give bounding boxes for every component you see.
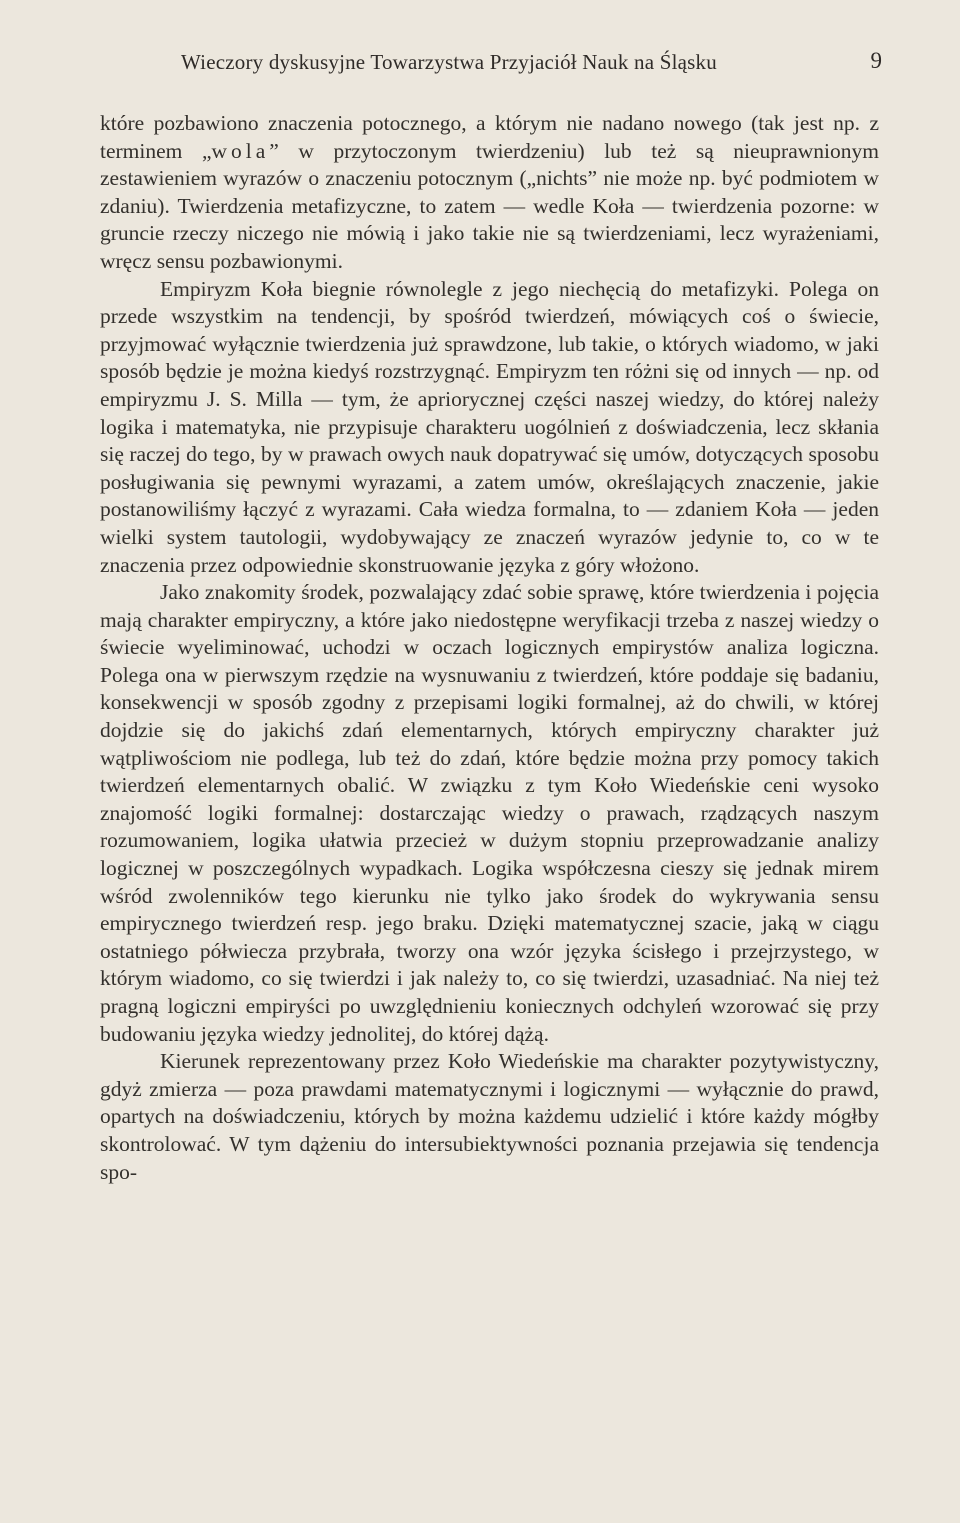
paragraph-4: Kierunek reprezentowany przez Koło Wiedeńskie ma charakter pozytywistyczny, gdyż zmierza — poza prawdami matematycznymi i logicznymi — wyłącznie do prawd, opartych na doświadczeniu, których by można każdemu udzielić i które każdy mógłby skontrolować. W tym dążeniu do intersubiektywności poznania przejawia się tendencja spo- — [100, 1049, 879, 1184]
running-title: Wieczory dyskusyjne Towarzystwa Przyjaciół Nauk na Śląsku — [181, 50, 717, 74]
running-head — [100, 50, 882, 80]
paragraph-1-text-after: ” w przytoczonym twierdzeniu) lub też są nieuprawnionym zestawieniem wyrazów o znaczeniu potocznym („nichts” nie może np. być podmiotem w zdaniu). Twierdzenia metafizyczne, to zatem — wedle Koła — twierdzenia pozorne: w gruncie rzeczy niczego nie mówią i jako takie nie są twierdzeniami, lecz wyrażeniami, wręcz sensu pozbawionymi. — [100, 138, 879, 273]
page-number: 9 — [870, 48, 882, 73]
paragraph-2: Empiryzm Koła biegnie równolegle z jego niechęcią do metafizyki. Polega on przede wszystkim na tendencji, by spośród twierdzeń, mówiących coś o świecie, przyjmować wyłącznie twierdzenia już sprawdzone, lub takie, o których wiadomo, w jaki sposób będzie je można kiedyś rozstrzygnąć. Empiryzm ten różni się od innych — np. od empiryzmu J. S. Milla — tym, że apriorycznej części naszej wiedzy, do której należy logika i matematyka, nie przypisuje charakteru uogólnień z doświadczenia, lecz skłania się raczej do tego, by w prawach owych nauk dopatrywać się umów, dotyczących sposobu posługiwania się pewnymi wyrazami, a zatem umów, określających znaczenie, jakie postanowiliśmy łączyć z wyrazami. Cała wiedza formalna, to — zdaniem Koła — jeden wielki system tautologii, wydobywający ze znaczeń wyrazów jedynie to, co w te znaczenia przez odpowiednie skonstruowanie języka z góry włożono. — [100, 276, 879, 577]
paragraph-1-text-before: które pozbawiono znaczenia potocznego, a którym nie nadano nowego (tak jest np. z terminem „ — [100, 111, 879, 163]
emphasized-term: wola — [211, 138, 270, 163]
paragraph-1 — [100, 110, 879, 276]
paragraph-3: Jako znakomity środek, pozwalający zdać sobie sprawę, które twierdzenia i pojęcia mają charakter empiryczny, a które jako niedostępne weryfikacji trzeba z naszej wiedzy o świecie wyeliminować, uchodzi w oczach logicznych empirystów analiza logiczna. Polega ona w pierwszym rzędzie na wysnuwaniu z twierdzeń, które poddaje się badaniu, konsekwencji w sposób zgodny z przepisami logiki formalnej, aż do chwili, w której dojdzie się do jakichś zdań elementarnych, których empiryczny charakter już wątpliwościom nie podlega, lub też do zdań, które będzie można przy pomocy takich twierdzeń elementarnych obalić. W związku z tym Koło Wiedeńskie ceni wysoko znajomość logiki formalnej: dostarczając wiedzy o prawach, rządzących naszym rozumowaniem, logika ułatwia przecież w dużym stopniu przeprowadzanie analizy logicznej w poszczególnych wypadkach. Logika współczesna cieszy się jednak mirem wśród zwolenników tego kierunku nie tylko jako środek do wykrywania sensu empirycznego twierdzeń resp. jego braku. Dzięki matematycznej szacie, jaką w ciągu ostatniego półwiecza przybrała, tworzy ona wzór języka ścisłego i przejrzystego, w którym wiadomo, co się twierdzi i jak należy to, co się twierdzi, uzasadniać. Na niej też pragną logiczni empiryści po uwzględnieniu koniecznych odchyleń wzorować się przy budowaniu języka wiedzy jednolitej, do której dążą. — [100, 580, 879, 1046]
body-text — [100, 110, 879, 1186]
